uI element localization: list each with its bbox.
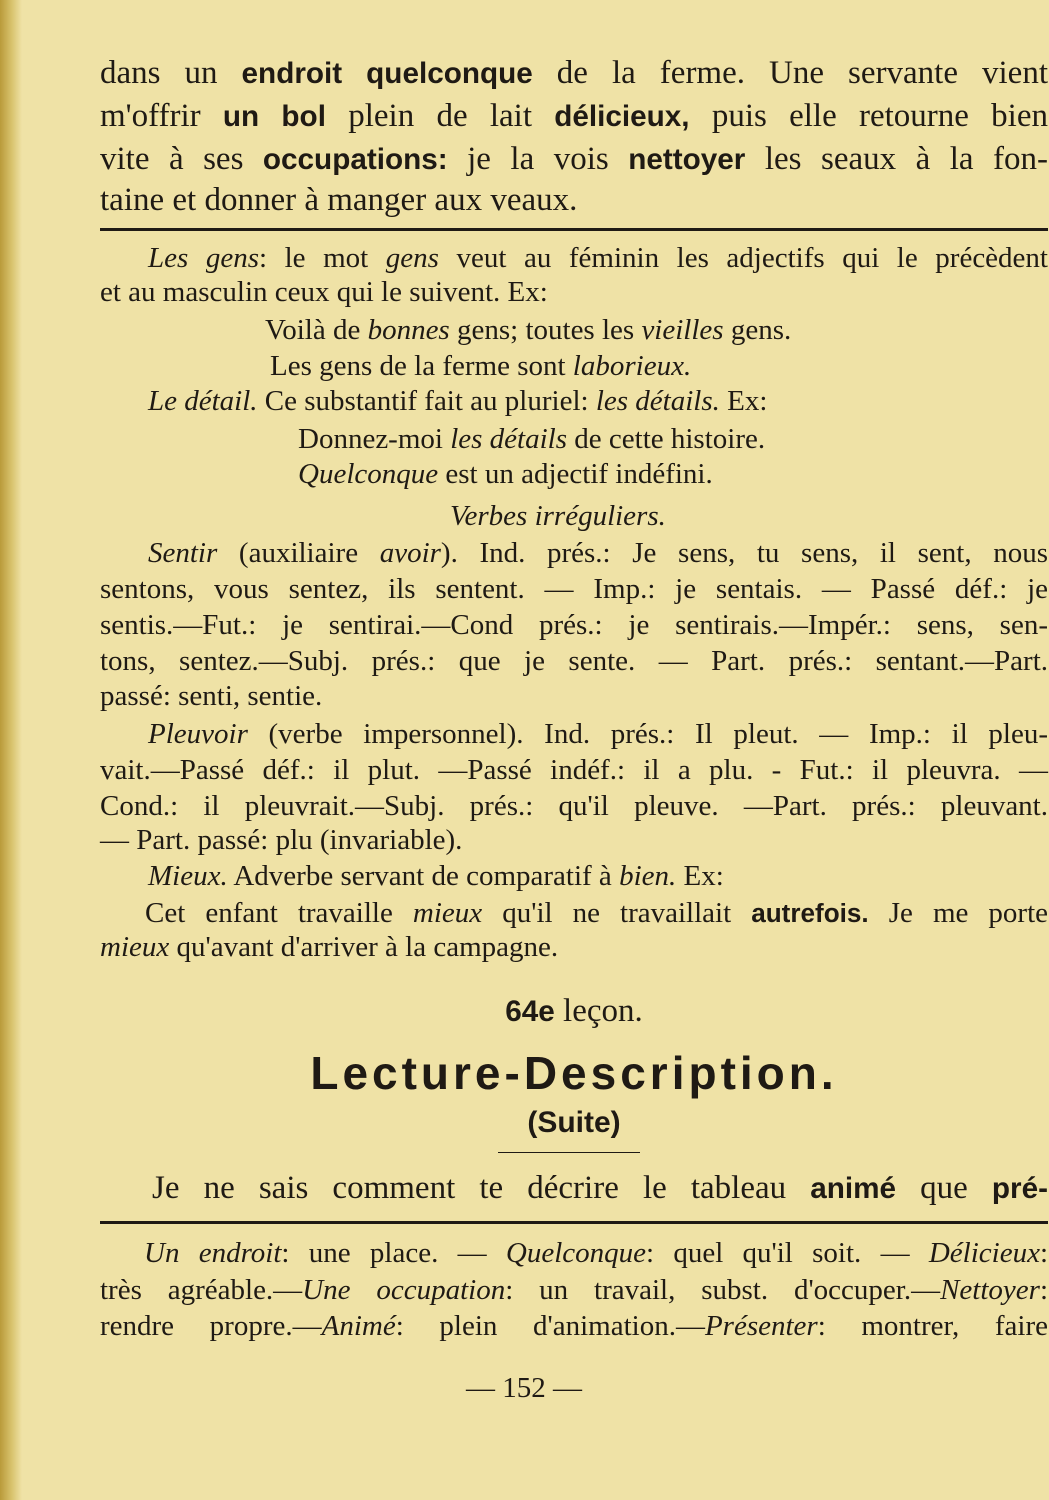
book-page <box>100 0 1048 1500</box>
lesson-title <box>100 1046 1048 1100</box>
section-verbes-irreguliers <box>450 500 1048 533</box>
text: et au masculin ceux qui le suivent. Ex: <box>100 276 548 308</box>
text: vite à ses <box>100 141 263 177</box>
separator-rule <box>100 228 1048 231</box>
text: Les gens de la ferme sont <box>270 350 573 382</box>
sentir-line-3 <box>100 609 1048 642</box>
page-binding-edge <box>0 0 22 1500</box>
text: Je me porte <box>868 897 1049 929</box>
example-line-1 <box>265 314 1048 347</box>
term-italic: Délicieux <box>928 1237 1040 1269</box>
term-italic: Présenter <box>704 1310 818 1342</box>
note-gens-line-2 <box>100 276 1048 309</box>
term-italic: Les gens <box>148 242 259 274</box>
text: Donnez-moi <box>298 423 451 455</box>
text: Adverbe servant de comparatif à <box>227 860 620 892</box>
term-italic: Une occupation <box>302 1274 506 1306</box>
text: très agréable.— <box>100 1274 303 1306</box>
intro-line-2 <box>100 98 1048 135</box>
text: m'offrir <box>100 98 223 134</box>
section-title: Verbes irréguliers. <box>450 500 666 532</box>
term-italic: gens <box>385 242 439 274</box>
text: de la ferme. Une servante vient <box>532 55 1048 91</box>
bold-term: nettoyer <box>628 143 746 176</box>
text: vait.—Passé déf.: il plut. —Passé indéf.: il a plu. - Fut.: il pleuvra. — <box>100 754 1048 786</box>
text: Ce substantif fait au pluriel: <box>257 385 596 417</box>
term-italic: les détails <box>450 423 568 455</box>
verb-italic: Sentir <box>148 537 218 569</box>
separator-rule <box>100 1221 1048 1224</box>
bold-term: un bol <box>222 100 326 133</box>
term-italic: Un endroit <box>144 1237 282 1269</box>
text: : un travail, subst. d'occuper.— <box>505 1274 941 1306</box>
mieux-example-2 <box>100 931 1048 964</box>
lesson-number <box>100 993 1048 1030</box>
text: (verbe impersonnel). Ind. prés.: Il pleut. — Imp.: il pleu- <box>247 718 1048 750</box>
text: Je ne sais comment te décrire le tableau <box>152 1170 811 1206</box>
bold-term: pré- <box>991 1172 1048 1205</box>
pleuvoir-line-3 <box>100 790 1048 823</box>
text: veut au féminin les adjectifs qui le précèdent <box>438 242 1048 274</box>
title-underline <box>498 1152 640 1153</box>
term-italic: Nettoyer <box>940 1274 1040 1306</box>
mieux-example-1 <box>100 897 1048 930</box>
bold-term: endroit quelconque <box>241 57 533 90</box>
text: : montrer, faire <box>817 1310 1049 1342</box>
bold-term: délicieux, <box>554 100 690 133</box>
term-italic: mieux <box>100 931 170 963</box>
text: plein de lait <box>325 98 555 134</box>
sentir-line-5 <box>100 680 1048 713</box>
text: puis elle retourne bien <box>689 98 1048 134</box>
intro-line-1 <box>100 55 1048 92</box>
term-italic: Animé <box>321 1310 396 1342</box>
page-number-text: — 152 — <box>466 1372 582 1404</box>
text: de cette histoire. <box>567 423 766 455</box>
text: Cet enfant travaille <box>145 897 413 929</box>
bold-term: autrefois. <box>751 898 869 928</box>
text: : quel qu'il soit. — <box>646 1237 929 1269</box>
note-gens-line-1 <box>100 242 1048 275</box>
intro-line-4 <box>100 182 1048 219</box>
text: : <box>1039 1237 1049 1269</box>
text: sentis.—Fut.: je sentirai.—Cond prés.: je sentirais.—Impér.: sens, sen- <box>100 609 1048 641</box>
text: taine et donner à manger aux veaux. <box>100 182 578 218</box>
text: sentons, vous sentez, ils sentent. — Imp.: je sentais. — Passé déf.: je <box>100 573 1048 605</box>
lesson-title-text: Lecture-Description. <box>310 1047 838 1099</box>
text: que <box>896 1170 992 1206</box>
example-line-3 <box>298 423 1048 456</box>
text: rendre propre.— <box>100 1310 322 1342</box>
text: gens; toutes les <box>449 314 642 346</box>
term-italic: bonnes <box>367 314 450 346</box>
text: : une place. — <box>281 1237 506 1269</box>
bold-term: animé <box>810 1172 897 1205</box>
intro-line-3 <box>100 141 1048 178</box>
glossary-line-1 <box>100 1237 1048 1270</box>
text: Cond.: il pleuvrait.—Subj. prés.: qu'il pleuve. —Part. prés.: pleuvant. <box>100 790 1048 822</box>
text: — Part. passé: plu (invariable). <box>100 824 463 856</box>
term-italic: Quelconque <box>298 458 439 490</box>
term-italic: laborieux. <box>572 350 692 382</box>
text: qu'avant d'arriver à la campagne. <box>169 931 559 963</box>
text: je la vois <box>447 141 629 177</box>
note-mieux <box>148 860 1048 893</box>
example-line-2 <box>270 350 1048 383</box>
text: Ex: <box>719 385 768 417</box>
text: gens. <box>723 314 792 346</box>
sentir-line-2 <box>100 573 1048 606</box>
note-quelconque <box>298 458 1048 491</box>
pleuvoir-line-2 <box>100 754 1048 787</box>
text: dans un <box>100 55 242 91</box>
lesson-first-line <box>100 1170 1048 1207</box>
term-italic: avoir <box>379 537 441 569</box>
text: est un adjectif indéfini. <box>438 458 713 490</box>
page-number <box>0 1372 1048 1405</box>
bold-term: occupations: <box>262 143 448 176</box>
sentir-line-4 <box>100 645 1048 678</box>
note-detail <box>148 385 1048 418</box>
term-italic: bien. <box>619 860 677 892</box>
term-italic: mieux <box>412 897 483 929</box>
text: ). Ind. prés.: Je sens, tu sens, il sent, nous <box>440 537 1048 569</box>
lesson-subtitle-text: (Suite) <box>527 1106 621 1139</box>
text: tons, sentez.—Subj. prés.: que je sente. — Part. prés.: sentant.—Part. <box>100 645 1048 677</box>
text: passé: senti, sentie. <box>100 680 323 712</box>
text: : <box>1039 1274 1049 1306</box>
sentir-line-1 <box>100 537 1048 570</box>
term-italic: Quelconque <box>505 1237 646 1269</box>
text: qu'il ne travaillait <box>482 897 752 929</box>
pleuvoir-line-4 <box>100 824 1048 857</box>
text: les seaux à la fon- <box>745 141 1048 177</box>
term-italic: Mieux. <box>148 860 228 892</box>
glossary-line-3 <box>100 1310 1048 1343</box>
lesson-subtitle <box>100 1106 1048 1140</box>
text: Ex: <box>676 860 724 892</box>
glossary-line-2 <box>100 1274 1048 1307</box>
text: : le mot <box>259 242 386 274</box>
lesson-number-value: 64e <box>505 995 555 1028</box>
pleuvoir-line-1 <box>100 718 1048 751</box>
lesson-label: leçon. <box>554 993 643 1029</box>
term-italic: les détails. <box>595 385 720 417</box>
term-italic: vieilles <box>641 314 724 346</box>
term-italic: Le détail. <box>148 385 258 417</box>
text: Voilà de <box>265 314 368 346</box>
text: : plein d'animation.— <box>395 1310 705 1342</box>
text: (auxiliaire <box>217 537 380 569</box>
verb-italic: Pleuvoir <box>148 718 248 750</box>
